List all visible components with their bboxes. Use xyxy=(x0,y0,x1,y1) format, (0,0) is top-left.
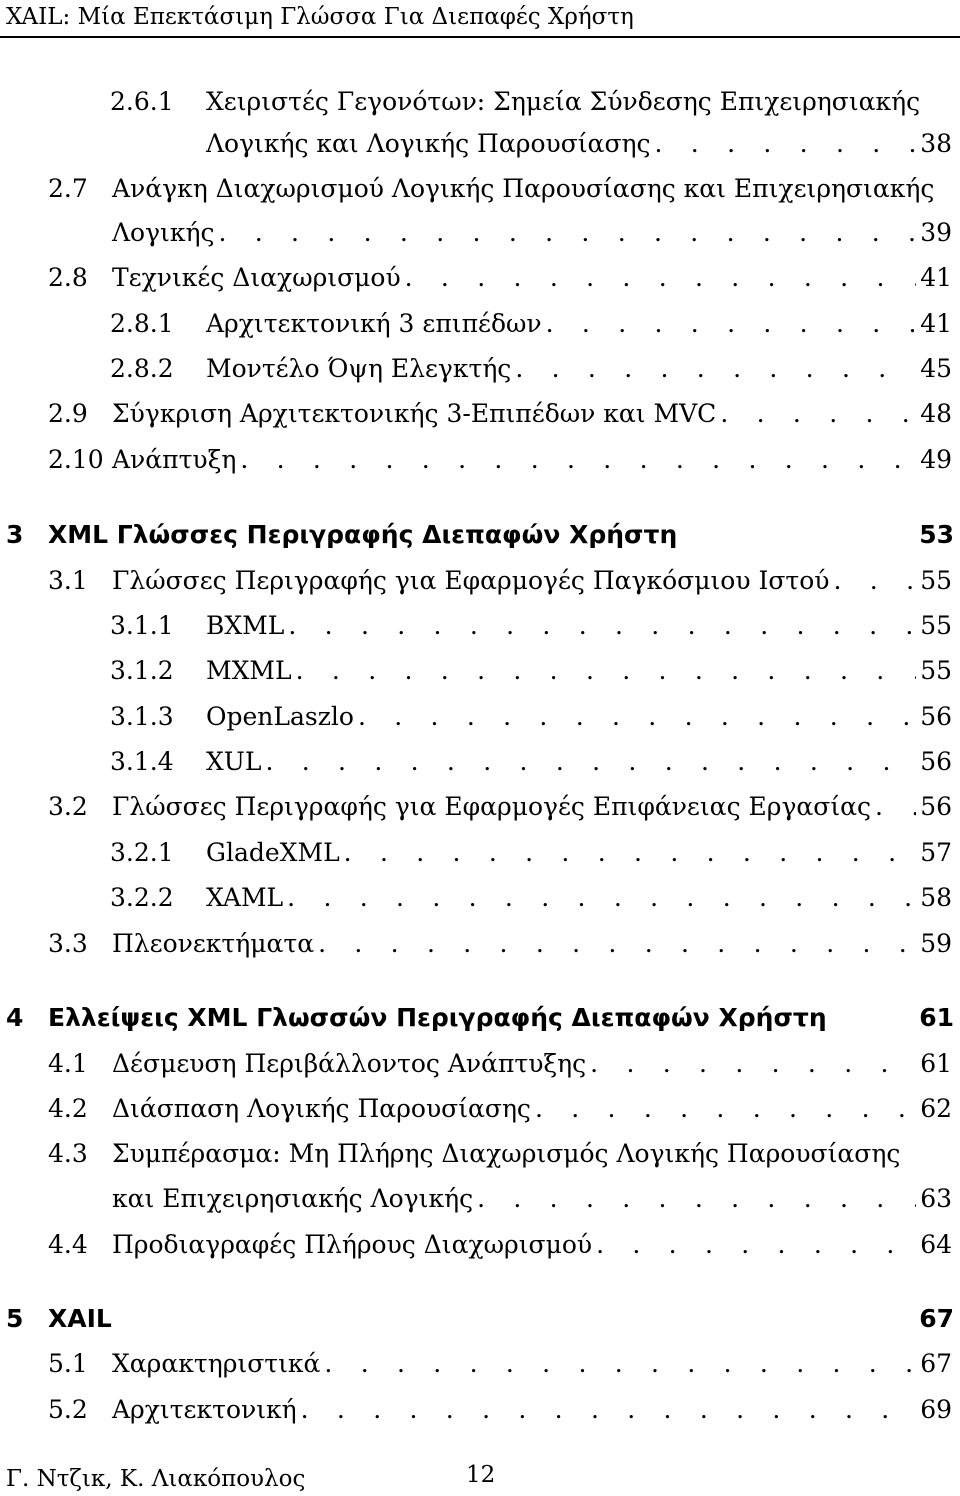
entry-title: Χαρακτηριστικά xyxy=(112,1349,321,1378)
toc-entry-2-8-1[interactable] xyxy=(110,304,952,344)
toc-entry-2-7[interactable] xyxy=(48,169,952,209)
toc-entry-5-2[interactable] xyxy=(48,1390,952,1430)
dot-leader xyxy=(720,394,916,434)
entry-page: 64 xyxy=(920,1230,952,1259)
dot-leader xyxy=(265,742,916,782)
entry-title: OpenLaszlo xyxy=(206,702,354,731)
entry-number: 4.1 xyxy=(48,1049,88,1078)
entry-title: Χειριστές Γεγονότων: Σημεία Σύνδεσης Επιχειρησιακής xyxy=(206,87,921,116)
entry-title: Ανάπτυξη xyxy=(112,445,237,474)
entry-page: 38 xyxy=(920,129,952,158)
dot-leader xyxy=(344,833,917,873)
entry-page: 49 xyxy=(920,445,952,474)
entry-title: Συμπέρασμα: Μη Πλήρης Διαχωρισμός Λογικής Παρουσίασης xyxy=(112,1139,901,1168)
toc-entry-4-3-cont[interactable] xyxy=(112,1179,952,1219)
running-header: XAIL: Μία Επεκτάσιμη Γλώσσα Για Διεπαφές Χρήστη xyxy=(6,4,634,30)
entry-page: 58 xyxy=(920,883,952,912)
toc-entry-2-6-1-cont[interactable] xyxy=(206,124,952,164)
entry-page: 39 xyxy=(920,218,952,247)
entry-page: 61 xyxy=(920,1049,952,1078)
entry-number: 3.1.4 xyxy=(110,747,174,776)
footer-authors: Γ. Ντζικ, Κ. Λιακόπουλος xyxy=(6,1466,306,1492)
entry-page: 48 xyxy=(920,399,952,428)
entry-number: 2.8.2 xyxy=(110,354,174,383)
entry-title: Διάσπαση Λογικής Παρουσίασης xyxy=(112,1094,531,1123)
entry-number: 4.2 xyxy=(48,1094,88,1123)
entry-number: 4.3 xyxy=(48,1139,88,1168)
entry-page: 56 xyxy=(920,702,952,731)
entry-title: Γλώσσες Περιγραφής για Εφαρμογές Παγκόσμιου Ιστού xyxy=(112,566,830,595)
footer-page-number: 12 xyxy=(466,1462,496,1488)
chapter-page: 61 xyxy=(919,1003,954,1032)
entry-number: 2.8 xyxy=(48,263,88,292)
toc-entry-2-8[interactable] xyxy=(48,258,952,298)
toc-entry-3-1-3[interactable] xyxy=(110,697,952,737)
entry-number: 3.2.1 xyxy=(110,838,174,867)
toc-entry-3-1-1[interactable] xyxy=(110,606,952,646)
toc-entry-2-7-cont[interactable] xyxy=(112,213,952,253)
entry-page: 67 xyxy=(920,1349,952,1378)
entry-number: 3.1.2 xyxy=(110,656,174,685)
chapter-number: 5 xyxy=(6,1304,24,1333)
dot-leader xyxy=(535,1089,916,1129)
dot-leader xyxy=(318,924,916,964)
entry-page: 69 xyxy=(920,1395,952,1424)
chapter-number: 4 xyxy=(6,1003,24,1032)
entry-number: 2.8.1 xyxy=(110,309,174,338)
toc-chapter-5[interactable] xyxy=(6,1299,954,1339)
entry-number: 3.3 xyxy=(48,929,88,958)
chapter-title: XAIL xyxy=(48,1304,112,1333)
entry-number: 3.2 xyxy=(48,792,88,821)
chapter-title: Ελλείψεις XML Γλωσσών Περιγραφής Διεπαφών Χρήστη xyxy=(48,1003,827,1032)
dot-leader xyxy=(240,440,916,480)
entry-title: MXML xyxy=(206,656,292,685)
toc-entry-3-1[interactable] xyxy=(48,561,952,601)
entry-number: 3.1.1 xyxy=(110,611,174,640)
entry-title: και Επιχειρησιακής Λογικής xyxy=(112,1184,474,1213)
toc-entry-4-1[interactable] xyxy=(48,1044,952,1084)
entry-number: 3.1 xyxy=(48,566,88,595)
entry-title: XAML xyxy=(206,883,284,912)
entry-page: 57 xyxy=(920,838,952,867)
toc-entry-5-1[interactable] xyxy=(48,1344,952,1384)
dot-leader xyxy=(405,258,917,298)
dot-leader xyxy=(596,1225,916,1265)
entry-page: 62 xyxy=(920,1094,952,1123)
entry-title: Αρχιτεκτονική 3 επιπέδων xyxy=(206,309,542,338)
entry-number: 2.6.1 xyxy=(110,87,174,116)
entry-title: Σύγκριση Αρχιτεκτονικής 3-Επιπέδων και MVC xyxy=(112,399,717,428)
entry-title: Τεχνικές Διαχωρισμού xyxy=(112,263,401,292)
dot-leader xyxy=(324,1344,916,1384)
entry-page: 56 xyxy=(920,747,952,776)
entry-page: 45 xyxy=(920,354,952,383)
entry-page: 41 xyxy=(920,309,952,338)
dot-leader xyxy=(477,1179,916,1219)
dot-leader xyxy=(358,697,916,737)
dot-leader xyxy=(875,787,916,827)
dot-leader xyxy=(834,561,917,601)
chapter-page: 53 xyxy=(919,520,954,549)
entry-title: Δέσμευση Περιβάλλοντος Ανάπτυξης xyxy=(112,1049,587,1078)
entry-page: 59 xyxy=(920,929,952,958)
entry-number: 4.4 xyxy=(48,1230,88,1259)
entry-title: Λογικής και Λογικής Παρουσίασης xyxy=(206,129,651,158)
entry-number: 5.1 xyxy=(48,1349,88,1378)
dot-leader xyxy=(515,349,916,389)
chapter-number: 3 xyxy=(6,520,24,549)
toc-chapter-3[interactable] xyxy=(6,515,954,555)
toc-entry-3-2-2[interactable] xyxy=(110,878,952,918)
dot-leader xyxy=(218,213,916,253)
toc-entry-2-9[interactable] xyxy=(48,394,952,434)
chapter-page: 67 xyxy=(919,1304,954,1333)
toc-entry-4-2[interactable] xyxy=(48,1089,952,1129)
entry-page: 55 xyxy=(920,566,952,595)
header-rule xyxy=(0,36,960,38)
entry-number: 2.7 xyxy=(48,174,88,203)
entry-title: Λογικής xyxy=(112,218,215,247)
entry-page: 55 xyxy=(920,656,952,685)
entry-title: GladeXML xyxy=(206,838,340,867)
entry-number: 2.10 xyxy=(48,445,104,474)
dot-leader xyxy=(654,124,916,164)
toc-entry-3-3[interactable] xyxy=(48,924,952,964)
toc-entry-3-1-4[interactable] xyxy=(110,742,952,782)
dot-leader xyxy=(288,606,916,646)
chapter-title: XML Γλώσσες Περιγραφής Διεπαφών Χρήστη xyxy=(48,520,678,549)
dot-leader xyxy=(296,651,917,691)
entry-number: 3.2.2 xyxy=(110,883,174,912)
entry-page: 41 xyxy=(920,263,952,292)
entry-page: 63 xyxy=(920,1184,952,1213)
toc-entry-3-2[interactable] xyxy=(48,787,952,827)
toc-entry-4-3[interactable] xyxy=(48,1134,952,1174)
entry-title: Μοντέλο Όψη Ελεγκτής xyxy=(206,354,512,383)
entry-title: BXML xyxy=(206,611,285,640)
entry-page: 56 xyxy=(920,792,952,821)
toc-entry-2-8-2[interactable] xyxy=(110,349,952,389)
entry-number: 3.1.3 xyxy=(110,702,174,731)
dot-leader xyxy=(590,1044,916,1084)
toc-entry-4-4[interactable] xyxy=(48,1225,952,1265)
entry-title: Ανάγκη Διαχωρισμού Λογικής Παρουσίασης και Επιχειρησιακής xyxy=(112,174,935,203)
toc-chapter-4[interactable] xyxy=(6,998,954,1038)
entry-title: XUL xyxy=(206,747,262,776)
entry-title: Προδιαγραφές Πλήρους Διαχωρισμού xyxy=(112,1230,593,1259)
dot-leader xyxy=(287,878,916,918)
toc-entry-2-10[interactable] xyxy=(48,440,952,480)
entry-number: 5.2 xyxy=(48,1395,88,1424)
toc-entry-3-2-1[interactable] xyxy=(110,833,952,873)
toc-entry-3-1-2[interactable] xyxy=(110,651,952,691)
entry-page: 55 xyxy=(920,611,952,640)
entry-number: 2.9 xyxy=(48,399,88,428)
entry-title: Πλεονεκτήματα xyxy=(112,929,315,958)
dot-leader xyxy=(546,304,917,344)
entry-title: Γλώσσες Περιγραφής για Εφαρμογές Επιφάνειας Εργασίας xyxy=(112,792,872,821)
toc-entry-2-6-1[interactable] xyxy=(110,82,950,122)
dot-leader xyxy=(301,1390,917,1430)
entry-title: Αρχιτεκτονική xyxy=(112,1395,297,1424)
